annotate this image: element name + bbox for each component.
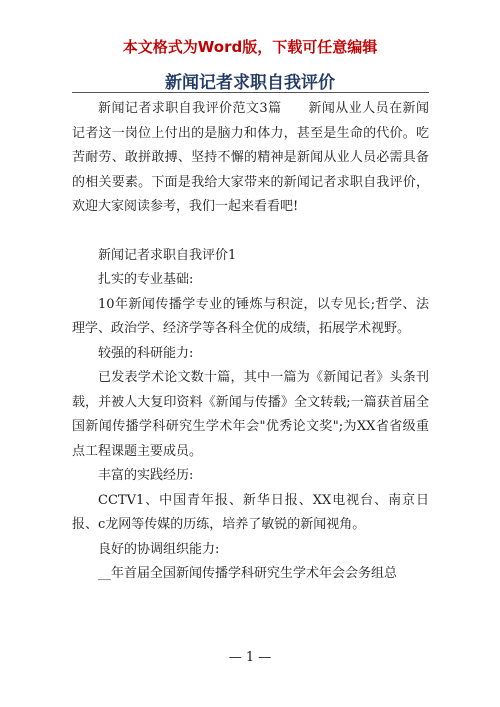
word-format-banner: 本文格式为Word版，下载可任意编辑	[122, 38, 378, 56]
document-body	[72, 97, 429, 587]
section-heading: 新闻记者求职自我评价1	[98, 247, 237, 263]
paragraph-practice: CCTV1、中国青年报、新华日报、XX电视台、南京日报、c龙网等传媒的历练，培养了敏锐的新闻视角。	[72, 492, 429, 532]
title-divider	[72, 92, 429, 93]
intro-paragraph: 新闻记者求职自我评价范文3篇 新闻从业人员在新闻记者这一岗位上付出的是脑力和体力，甚至是生命的代价。吃苦耐劳、敢拼敢搏、坚持不懈的精神是新闻从业人员必需具备的相关要素。下面是我给大家带来的新闻记者求职自我评价，欢迎大家阅读参考，我们一起来看看吧!	[72, 101, 429, 214]
paragraph-gap	[72, 220, 429, 244]
document-title: 新闻记者求职自我评价	[165, 73, 335, 93]
subheading-foundation: 扎实的专业基础:	[98, 272, 194, 287]
subheading-research: 较强的科研能力:	[98, 345, 194, 361]
paragraph-coordination: __年首届全国新闻传播学科研究生学术年会会务组总	[98, 566, 398, 581]
subheading-coordination: 良好的协调组织能力:	[98, 541, 220, 557]
page-number: — 1 —	[228, 650, 272, 665]
subheading-practice: 丰富的实践经历:	[98, 468, 194, 483]
paragraph-foundation: 10年新闻传播学专业的锤炼与积淀，以专见长;哲学、法理学、政治学、经济学等各科全优的成绩，拓展学术视野。	[72, 296, 429, 336]
paragraph-research: 已发表学术论文数十篇，其中一篇为《新闻记者》头条刊载，并被人大复印资料《新闻与传播》全文转载;一篇获首届全国新闻传播学科研究生学术年会"优秀论文奖";为XX省省级重点工程课题主要成员。	[72, 370, 429, 459]
